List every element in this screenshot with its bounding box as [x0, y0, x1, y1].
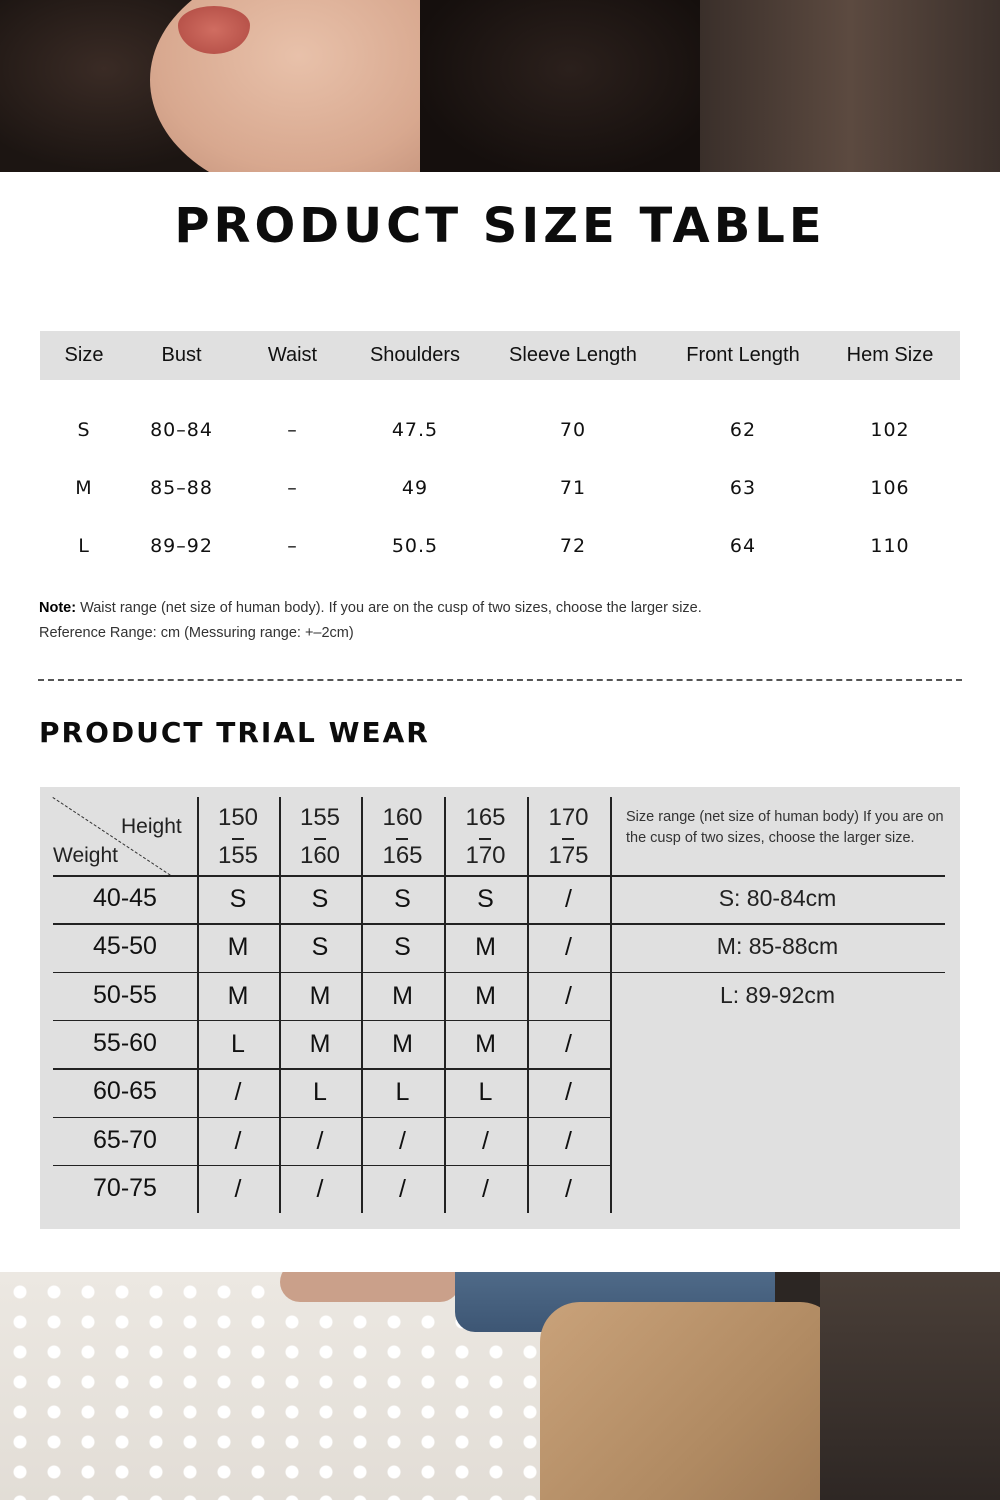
header-sleeve-length: Sleeve Length — [509, 344, 637, 366]
trial-size-cell: L — [478, 1078, 493, 1107]
bust-range-value: S: 80-84cm — [718, 885, 837, 911]
bust-range-value: M: 85-88cm — [716, 933, 839, 960]
trial-wear-title: PRODUCT TRIAL WEAR — [39, 716, 430, 749]
trial-size-cell: M — [392, 1029, 413, 1058]
size-range-note: Size range (net size of human body) If you are on the cusp of two sizes, choose the larger size. — [626, 809, 944, 846]
header-shoulders: Shoulders — [369, 344, 461, 366]
trial-size-cell: / — [234, 1174, 242, 1203]
trial-size-cell: / — [316, 1174, 324, 1203]
table-cell: 49 — [401, 477, 429, 499]
height-range-end — [197, 837, 279, 875]
height-range-start: 150 — [217, 804, 259, 831]
height-range-end — [361, 837, 444, 875]
height-range-start: 160 — [382, 804, 423, 831]
bottom-product-photo — [0, 1272, 1000, 1500]
page-title: PRODUCT SIZE TABLE — [174, 198, 826, 254]
trial-size-cell: / — [482, 1126, 489, 1155]
table-cell: 47.5 — [391, 419, 439, 441]
trial-size-cell: / — [565, 1078, 572, 1107]
grid-horizontal-line — [53, 1117, 610, 1119]
grid-horizontal-line — [53, 1068, 610, 1070]
trial-size-cell: M — [227, 981, 249, 1010]
table-cell: 50.5 — [391, 535, 439, 557]
size-table — [40, 331, 960, 575]
top-model-photo — [0, 0, 1000, 172]
trial-size-cell: / — [482, 1174, 489, 1203]
dashed-divider — [38, 679, 962, 681]
table-cell: 64 — [729, 535, 757, 557]
trial-size-cell: M — [475, 933, 496, 962]
table-cell: 70 — [559, 419, 587, 441]
height-header — [444, 799, 527, 875]
trial-size-cell: M — [475, 981, 496, 1010]
table-cell: S — [77, 419, 91, 441]
corner-weight-label: Weight — [53, 844, 118, 867]
table-cell: 63 — [729, 477, 757, 499]
trial-size-cell: L — [231, 1029, 245, 1058]
table-cell: 62 — [729, 419, 757, 441]
reference-range-text: Reference Range: cm (Messuring range: +–2cm) — [39, 625, 354, 641]
trial-size-cell: S — [229, 885, 247, 913]
size-note — [39, 596, 702, 646]
height-range-end — [444, 837, 527, 875]
height-header — [279, 799, 361, 875]
trial-size-cell: / — [316, 1126, 324, 1155]
trial-size-cell: L — [313, 1078, 327, 1107]
header-bust: Bust — [161, 344, 202, 366]
height-range-end — [527, 837, 610, 875]
table-cell: 80–84 — [150, 419, 213, 441]
weight-range-label: 60-65 — [93, 1077, 157, 1106]
trial-size-cell: M — [309, 981, 331, 1010]
table-cell: – — [287, 477, 298, 499]
trial-size-cell: / — [565, 981, 572, 1010]
weight-range-label: 50-55 — [93, 980, 157, 1009]
trial-size-cell: S — [311, 933, 329, 962]
header-hem-size: Hem Size — [846, 344, 934, 366]
height-range-end-value: 175 — [548, 837, 588, 875]
trial-size-cell: S — [311, 885, 329, 913]
trial-size-cell: / — [234, 1078, 242, 1107]
weight-range-label: 70-75 — [93, 1173, 157, 1202]
height-range-end — [279, 837, 361, 875]
header-front-length: Front Length — [686, 344, 800, 366]
trial-wear-table — [40, 787, 960, 1229]
table-cell: – — [287, 419, 298, 441]
note-text: Waist range (net size of human body). If you are on the cusp of two sizes, choose the larger size. — [76, 600, 702, 616]
table-cell: – — [287, 535, 298, 557]
grid-horizontal-line — [53, 923, 945, 925]
weight-range-label: 45-50 — [93, 932, 157, 961]
table-cell: L — [78, 535, 90, 557]
size-table-header — [40, 331, 960, 380]
trial-size-cell: M — [227, 933, 249, 962]
trial-size-cell: S — [394, 933, 411, 962]
table-row — [40, 459, 960, 517]
height-range-start: 165 — [465, 804, 506, 831]
weight-range-label: 65-70 — [93, 1125, 157, 1154]
trial-size-cell: / — [565, 885, 572, 913]
table-cell: 102 — [870, 419, 910, 441]
trial-size-cell: / — [565, 1126, 572, 1155]
grid-horizontal-line — [53, 1020, 610, 1022]
table-cell: 110 — [870, 535, 910, 557]
trial-size-cell: / — [565, 1174, 572, 1203]
header-size: Size — [64, 344, 104, 366]
grid-horizontal-line — [53, 1165, 610, 1167]
corner-height-label: Height — [121, 815, 182, 838]
trial-size-cell: M — [392, 981, 413, 1010]
trial-size-cell: / — [399, 1126, 406, 1155]
table-row — [40, 401, 960, 459]
height-range-end-value: 165 — [382, 837, 422, 875]
height-range-start: 170 — [548, 804, 589, 831]
trial-size-cell: L — [395, 1078, 410, 1107]
weight-range-label: 40-45 — [93, 884, 157, 912]
trial-size-cell: / — [565, 1029, 572, 1058]
trial-size-cell: / — [565, 933, 572, 962]
height-range-end-value: 160 — [300, 837, 340, 875]
trial-size-cell: / — [399, 1174, 406, 1203]
height-range-start: 155 — [299, 804, 341, 831]
grid-horizontal-line — [53, 972, 945, 974]
table-cell: 85–88 — [150, 477, 213, 499]
trial-size-cell: S — [394, 885, 411, 913]
height-header — [197, 799, 279, 875]
grid-horizontal-line — [53, 875, 945, 877]
table-cell: M — [75, 477, 93, 499]
height-header — [361, 799, 444, 875]
table-cell: 106 — [870, 477, 910, 499]
height-range-end-value: 170 — [465, 837, 505, 875]
trial-size-cell: M — [475, 1029, 496, 1058]
weight-range-label: 55-60 — [93, 1028, 157, 1057]
table-cell: 72 — [559, 535, 587, 557]
trial-size-cell: M — [309, 1029, 331, 1058]
header-waist: Waist — [267, 344, 318, 366]
height-range-end-value: 155 — [218, 837, 258, 875]
note-label: Note: — [39, 600, 77, 616]
table-cell: 89–92 — [150, 535, 213, 557]
bust-range-value: L: 89-92cm — [719, 981, 836, 1008]
height-header — [527, 799, 610, 875]
trial-size-cell: / — [234, 1126, 242, 1155]
table-cell: 71 — [559, 477, 587, 499]
table-row — [40, 517, 960, 575]
trial-size-cell: S — [477, 885, 494, 913]
